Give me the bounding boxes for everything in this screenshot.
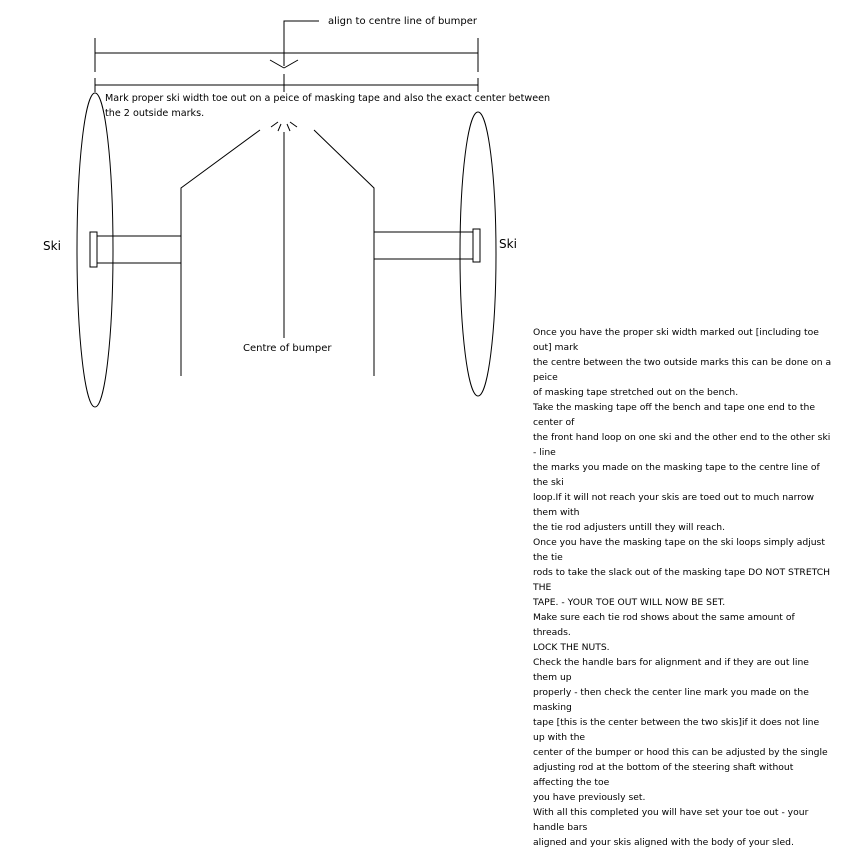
instruction-line: With all this completed you will have set your toe out - your handle bars: [533, 807, 812, 833]
instruction-line: properly - then check the center line mark you made on the masking: [533, 687, 812, 713]
top-pointer-arrow-right: [284, 60, 298, 68]
instruction-line: loop.If it will not reach your skis are toed out to much narrow them with: [533, 492, 817, 518]
bumper-right-outline: [314, 130, 374, 376]
top-label: align to centre line of bumper: [328, 16, 477, 27]
left-ski-loop: [90, 232, 97, 267]
tape-note-line-2: the 2 outside marks.: [105, 108, 205, 119]
right-ski: [460, 112, 496, 396]
instruction-line: Take the masking tape off the bench and tape one end to the center of: [533, 402, 818, 428]
tape-note-line-1: Mark proper ski width toe out on a peice of masking tape and also the exact center between: [105, 93, 551, 104]
instruction-line: Make sure each tie rod shows about the same amount of threads.: [533, 612, 798, 638]
instruction-line: the centre between the two outside marks this can be done on a peice: [533, 357, 835, 383]
centre-ray: [278, 124, 281, 131]
instruction-line: aligned and your skis aligned with the body of your sled.: [533, 837, 794, 848]
right-tie-rod: [374, 232, 473, 259]
right-ski-loop: [473, 229, 480, 262]
instruction-line: center of the bumper or hood this can be adjusted by the single: [533, 747, 828, 758]
top-pointer-arrow-left: [270, 60, 284, 68]
centre-ray: [290, 122, 297, 127]
instructions-text: [533, 325, 833, 850]
instruction-line: the tie rod adjusters untill they will reach.: [533, 522, 726, 533]
left-ski: [77, 93, 113, 407]
instruction-line: LOCK THE NUTS.: [533, 642, 610, 653]
instruction-line: the marks you made on the masking tape to the centre line of the ski: [533, 462, 823, 488]
instruction-line: TAPE. - YOUR TOE OUT WILL NOW BE SET.: [533, 597, 726, 608]
instruction-line: the front hand loop on one ski and the other end to the other ski - line: [533, 432, 834, 458]
left-tie-rod: [97, 236, 181, 263]
centre-ray: [271, 122, 278, 127]
instruction-line: of masking tape stretched out on the bench.: [533, 387, 739, 398]
instruction-line: Once you have the masking tape on the ski loops simply adjust the tie: [533, 537, 828, 563]
instruction-line: Once you have the proper ski width marked out [including toe out] mark: [533, 327, 822, 353]
instruction-line: Check the handle bars for alignment and if they are out line them up: [533, 657, 812, 683]
instruction-line: you have previously set.: [533, 792, 646, 803]
top-pointer-line: [284, 21, 319, 66]
instruction-line: adjusting rod at the bottom of the steering shaft without affecting the toe: [533, 762, 797, 788]
bumper-left-outline: [181, 130, 260, 376]
instruction-line: rods to take the slack out of the masking tape DO NOT STRETCH THE: [533, 567, 833, 593]
centre-label: Centre of bumper: [243, 343, 332, 354]
instruction-line: tape [this is the center between the two skis]if it does not line up with the: [533, 717, 823, 743]
centre-ray: [287, 124, 290, 131]
ski-right-label: Ski: [499, 237, 517, 251]
ski-left-label: Ski: [43, 239, 61, 253]
